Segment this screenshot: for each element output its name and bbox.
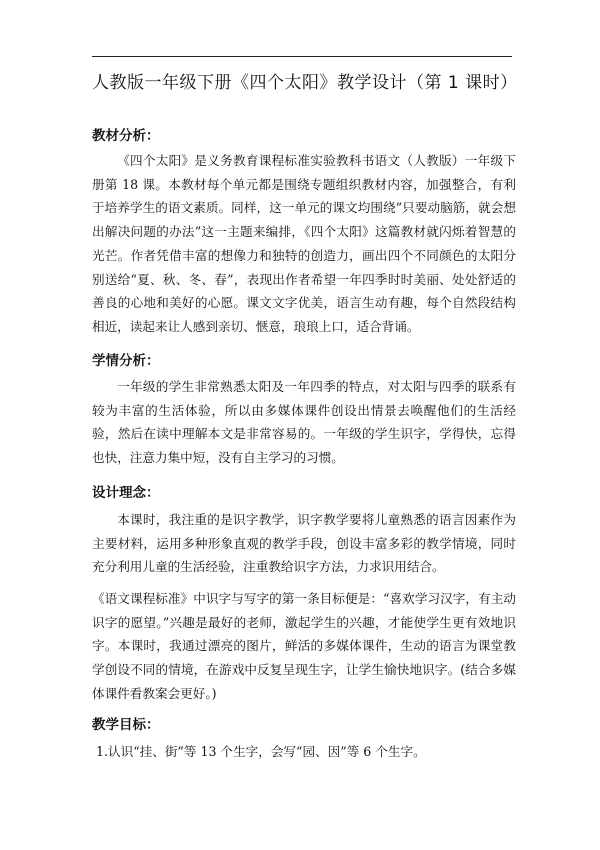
- paragraph-textbook-analysis: 《四个太阳》是义务教育课程标准实验教科书语文（人教版）一年级下册第 18 课。本教材每个单元都是围绕专题组织教材内容，加强整合，有利于培养学生的语文素质。同样，这一单元的课文均围绕“只要动脑筋，就会想出解决问题的办法”这一主题来编排，《四个太阳》这篇教材就闪烁着智慧的光芒。作者凭借丰富的想像力和独特的创造力，画出四个不同颜色的太阳分别送给“夏、秋、冬、春”，表现出作者希望一年四季时时美丽、处处舒适的善良的心地和美好的心愿。课文文字优美，语言生动有趣，每个自然段结构相近，读起来让人感到亲切、惬意，琅琅上口，适合背诵。: [92, 153, 516, 334]
- paragraph-design-concept-2: 《语文课程标准》中识字与写字的第一条目标便是：“喜欢学习汉字，有主动识字的愿望。”兴趣是最好的老师，激起学生的兴趣，才能使学生更有效地识字。本课时，我通过漂亮的图片，鲜活的多媒体课件，生动的语言为课堂教学创设不同的情境，在游戏中反复呈现生字，让学生愉快地识字。(结合多媒体课件看教案会更好。): [92, 591, 516, 701]
- heading-design-concept: 设计理念：: [92, 485, 160, 501]
- document-title: 人教版一年级下册《四个太阳》教学设计（第 1 课时）: [92, 73, 518, 93]
- heading-teaching-goals: 教学目标：: [92, 717, 160, 733]
- heading-textbook-analysis: 教材分析：: [92, 128, 160, 144]
- heading-learner-analysis: 学情分析：: [92, 353, 160, 369]
- teaching-goal-item: 1.认识“挂、街”等 13 个生字，会写“园、因”等 6 个生字。: [96, 744, 426, 759]
- header-rule: [92, 56, 512, 57]
- paragraph-design-concept-1: 本课时，我注重的是识字教学，识字教学要将儿童熟悉的语言因素作为主要材料，运用多种形象直观的教学手段，创设丰富多彩的教学情境，同时充分利用儿童的生活经验，注重教给识字方法，力求识用结合。: [92, 512, 516, 575]
- paragraph-learner-analysis: 一年级的学生非常熟悉太阳及一年四季的特点，对太阳与四季的联系有较为丰富的生活体验，所以由多媒体课件创设出情景去唤醒他们的生活经验，然后在读中理解本文是非常容易的。一年级的学生识字，学得快，忘得也快，注意力集中短，没有自主学习的习惯。: [92, 379, 516, 466]
